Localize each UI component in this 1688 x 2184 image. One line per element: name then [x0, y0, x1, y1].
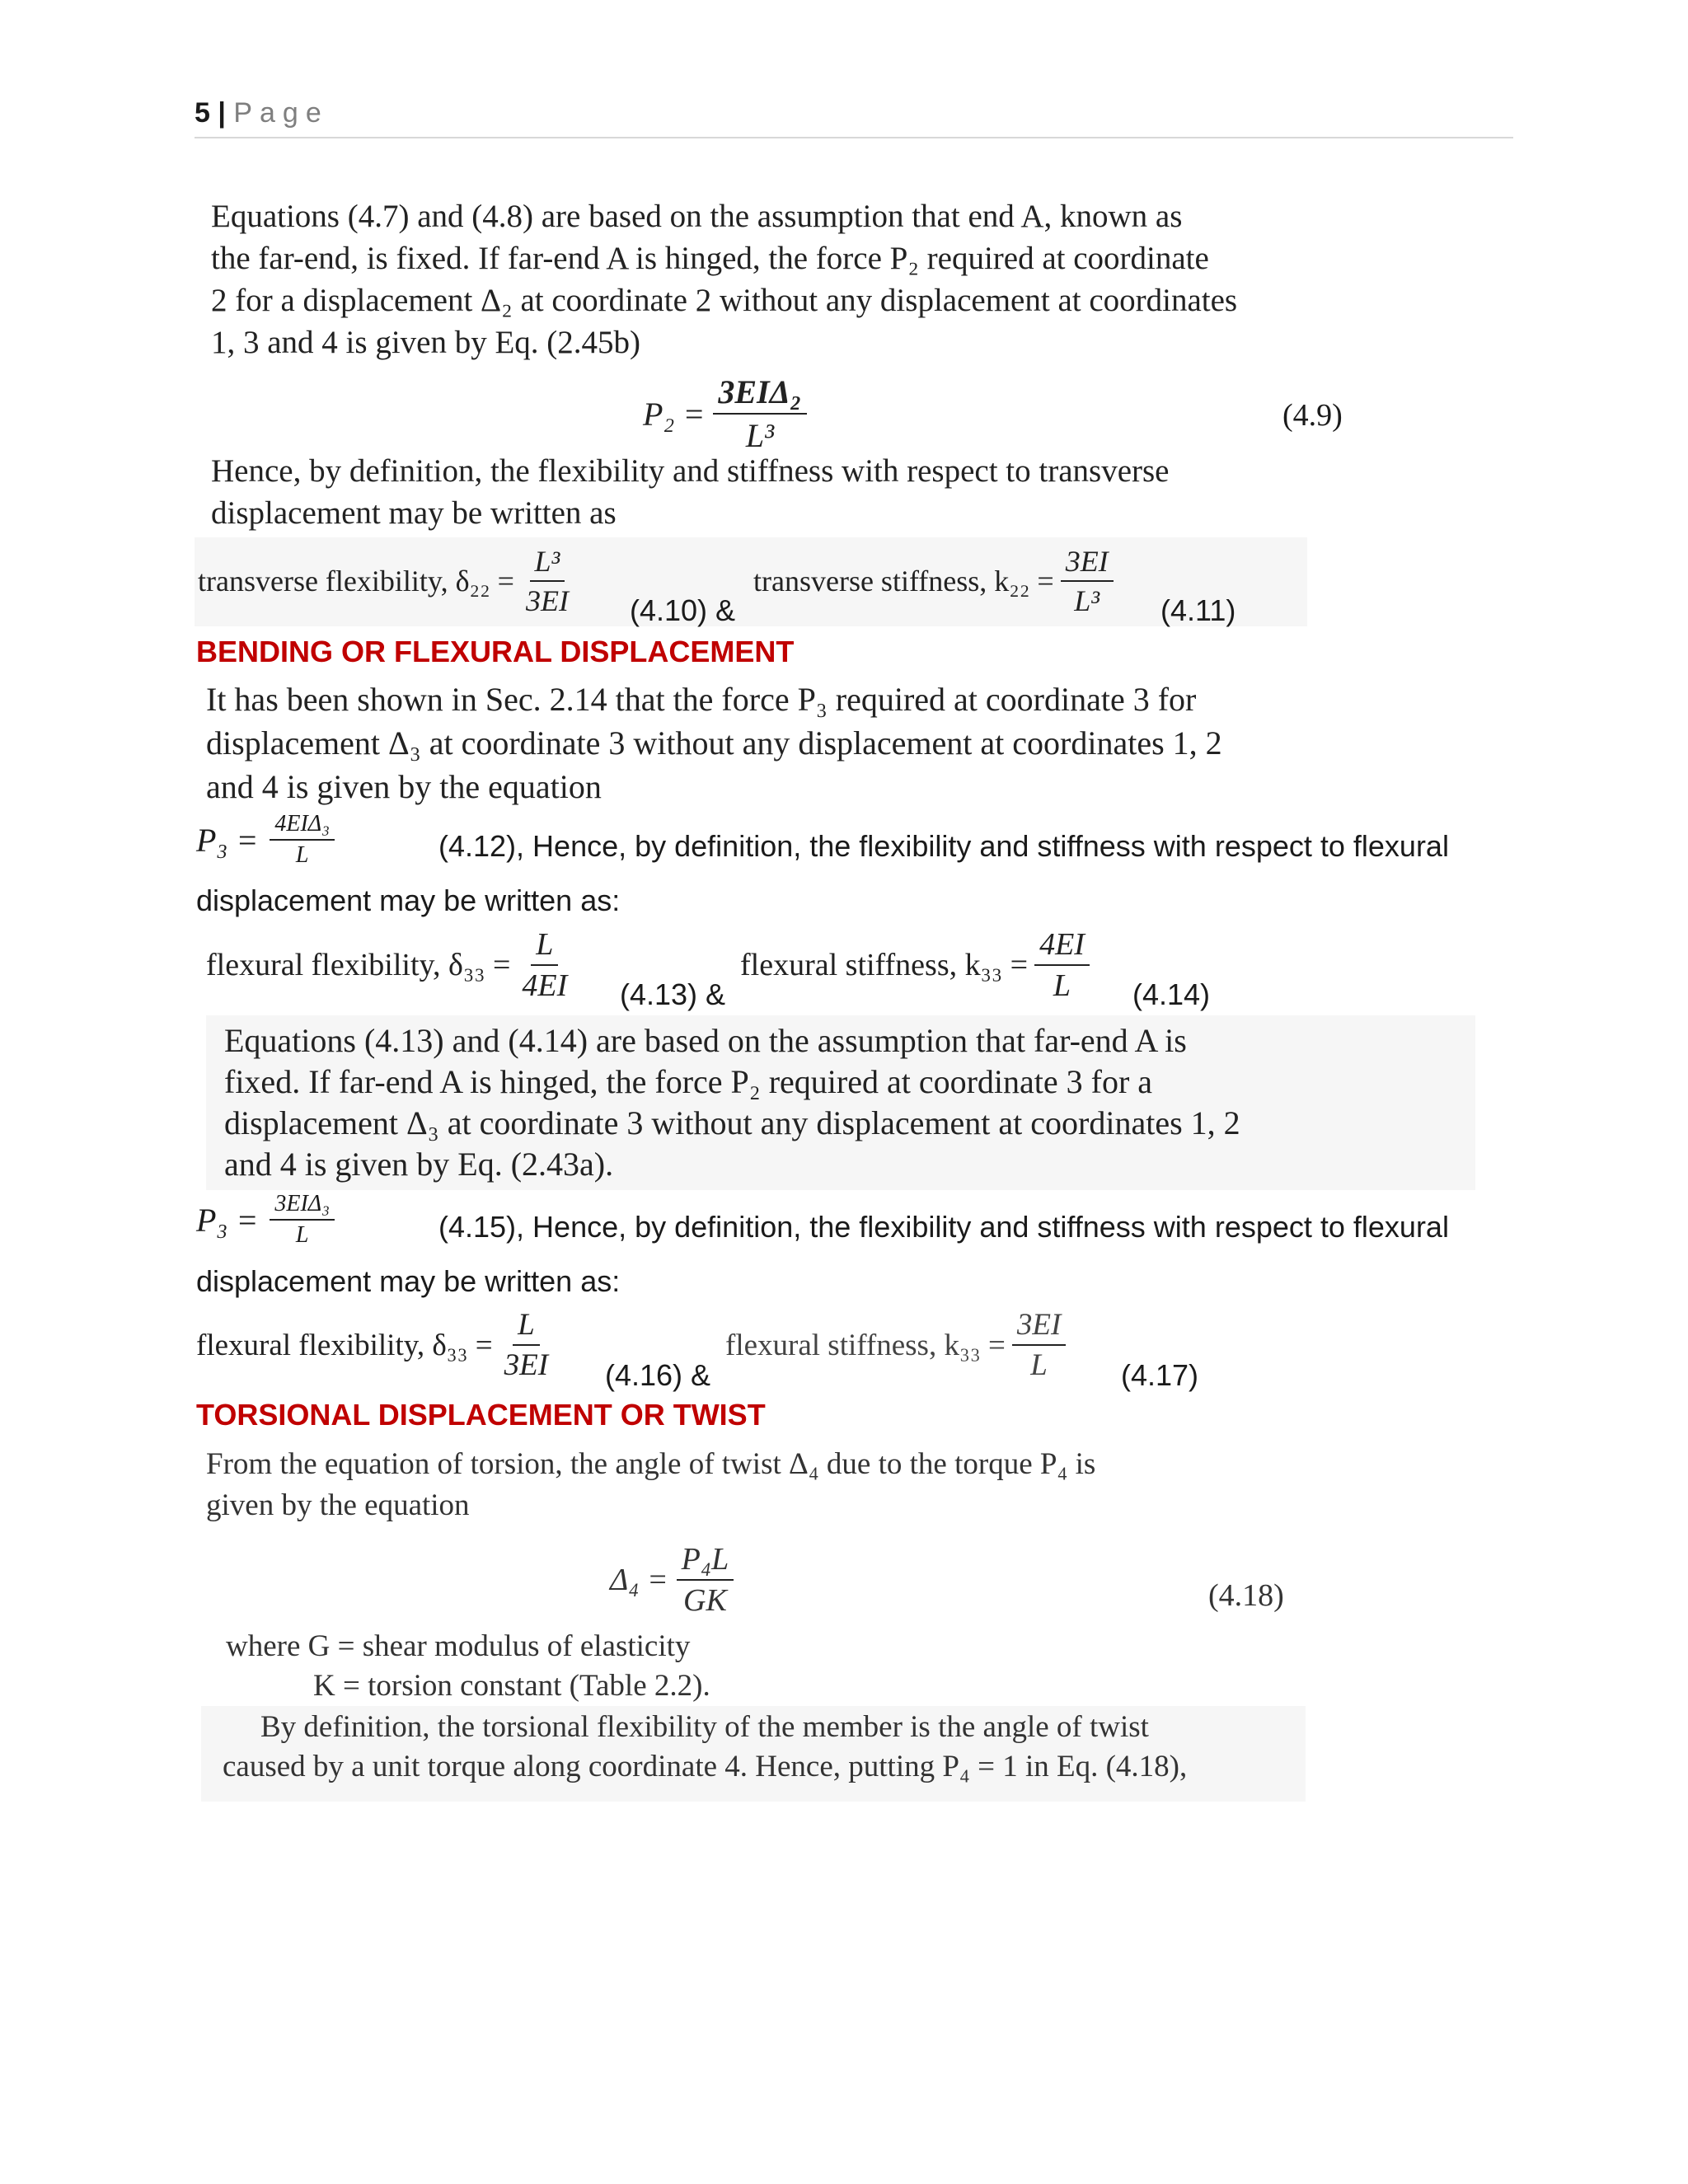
fraction-numerator: L³ [530, 544, 565, 582]
stiffness-fraction [1034, 926, 1090, 1004]
equation-lhs: P₃ = [196, 821, 259, 859]
header-rule [195, 137, 1513, 138]
equation-lhs: Δ₄ = [610, 1563, 668, 1597]
continuation-text: displacement may be written as: [196, 883, 621, 917]
flexibility-fraction [517, 926, 572, 1004]
flexibility-fraction [521, 544, 574, 618]
text-line: It has been shown in Sec. 2.14 that the force P₃ required at coordinate 3 for [206, 681, 1197, 718]
equation-number: (4.18) [1208, 1578, 1284, 1613]
flexibility-label: transverse flexibility, δ₂₂ = [198, 565, 514, 598]
text-line: fixed. If far-end A is hinged, the force P₂ required at coordinate 3 for a [224, 1063, 1153, 1100]
equation-number: (4.13) & [620, 977, 726, 1011]
text-line: and 4 is given by Eq. (2.43a). [224, 1146, 614, 1183]
definition-line-1: By definition, the torsional flexibility of the member is the angle of twist [260, 1710, 1149, 1744]
equation-4-15 [196, 1191, 335, 1249]
equation-fraction [677, 1541, 734, 1619]
text-line: Hence, by definition, the flexibility and stiffness with respect to transverse [211, 453, 1170, 489]
scan-paragraph-4 [206, 1444, 1360, 1526]
equation-4-12 [196, 811, 335, 869]
equation-fraction [270, 1191, 335, 1249]
page-label: Page [233, 97, 329, 129]
fraction-denominator: L [1030, 1348, 1048, 1382]
text-line: displacement Δ₃ at coordinate 3 without any displacement at coordinates 1, 2 [206, 724, 1222, 762]
equation-number: (4.17) [1121, 1358, 1199, 1392]
page-number: 5 [195, 97, 210, 129]
where-line-1: where G = shear modulus of elasticity [226, 1629, 691, 1663]
fraction-numerator: 3EIΔ₃ [270, 1191, 335, 1221]
fraction-numerator: 3EIΔ₂ [713, 373, 806, 415]
text-line: Equations (4.13) and (4.14) are based on the assumption that far-end A is [224, 1022, 1187, 1059]
fraction-denominator: L [1053, 968, 1071, 1003]
text-line: 2 for a displacement Δ₂ at coordinate 2 without any displacement at coordinates [211, 283, 1238, 318]
stiffness-label: transverse stiffness, k₂₂ = [753, 565, 1054, 598]
equation-4-9 [643, 373, 807, 455]
section-heading-bending: BENDING OR FLEXURAL DISPLACEMENT [196, 635, 795, 668]
text-line: Equations (4.7) and (4.8) are based on the assumption that end A, known as [211, 199, 1183, 234]
fraction-numerator: 4EI [1034, 926, 1090, 966]
fraction-denominator: L [295, 842, 309, 868]
flexural-stiffness-2 [725, 1307, 1066, 1383]
flexural-flexibility-2 [196, 1307, 553, 1383]
fraction-denominator: GK [683, 1583, 727, 1618]
stiffness-label: flexural stiffness, k₃₃ = [725, 1328, 1006, 1362]
fraction-numerator: 4EIΔ₃ [270, 811, 335, 841]
equation-number: (4.9) [1282, 398, 1343, 433]
scan-paragraph-3 [224, 1020, 1461, 1185]
text-line: displacement may be written as [211, 495, 617, 531]
scan-paragraph-1 [211, 195, 1365, 363]
equation-fraction [713, 373, 806, 455]
text-line: From the equation of torsion, the angle of twist Δ₄ due to the torque P₄ is [206, 1447, 1096, 1481]
fraction-numerator: P₄L [677, 1541, 734, 1581]
flexibility-label: flexural flexibility, δ₃₃ = [206, 948, 511, 982]
scan-paragraph-1b [211, 450, 1365, 534]
text-line: and 4 is given by the equation [206, 768, 602, 805]
transverse-stiffness [753, 544, 1114, 618]
transverse-flexibility [198, 544, 574, 618]
equation-number: (4.11) [1160, 593, 1236, 627]
flexural-flexibility-1 [206, 926, 572, 1004]
fraction-denominator: 4EI [522, 968, 568, 1003]
equation-number: (4.10) & [630, 593, 736, 627]
flexibility-fraction [499, 1307, 553, 1383]
text-line: the far-end, is fixed. If far-end A is hinged, the force P₂ required at coordinate [211, 241, 1209, 276]
scan-paragraph-2 [206, 677, 1385, 808]
text-line: given by the equation [206, 1488, 470, 1522]
fraction-numerator: 3EI [1012, 1307, 1066, 1346]
fraction-numerator: L [513, 1307, 540, 1346]
text-line: displacement Δ₃ at coordinate 3 without any displacement at coordinates 1, 2 [224, 1104, 1240, 1141]
fraction-numerator: 3EI [1061, 544, 1114, 582]
equation-number: (4.14) [1132, 977, 1211, 1011]
stiffness-fraction [1061, 544, 1114, 618]
fraction-numerator: L [531, 926, 558, 966]
where-line-2: K = torsion constant (Table 2.2). [313, 1669, 710, 1703]
stiffness-fraction [1012, 1307, 1066, 1383]
fraction-denominator: L [295, 1222, 309, 1248]
equation-number: (4.16) & [605, 1358, 711, 1392]
flexibility-label: flexural flexibility, δ₃₃ = [196, 1328, 493, 1362]
fraction-denominator: 3EI [504, 1348, 549, 1382]
equation-4-18 [610, 1541, 734, 1619]
continuation-text: displacement may be written as: [196, 1264, 621, 1298]
equation-text: (4.12), Hence, by definition, the flexibility and stiffness with respect to flexural [438, 829, 1449, 863]
section-heading-torsion: TORSIONAL DISPLACEMENT OR TWIST [196, 1398, 766, 1432]
fraction-denominator: L³ [745, 417, 775, 454]
page-header [195, 97, 329, 129]
flexural-stiffness-1 [740, 926, 1090, 1004]
fraction-denominator: L³ [1074, 584, 1100, 617]
text-line: 1, 3 and 4 is given by Eq. (2.45b) [211, 325, 641, 360]
header-separator: | [218, 97, 226, 129]
equation-text: (4.15), Hence, by definition, the flexibility and stiffness with respect to flexural [438, 1210, 1449, 1244]
equation-lhs: P₃ = [196, 1201, 259, 1239]
equation-lhs: P₂ = [643, 395, 706, 433]
definition-line-2: caused by a unit torque along coordinate 4. Hence, putting P₄ = 1 in Eq. (4.18), [223, 1750, 1188, 1783]
fraction-denominator: 3EI [525, 584, 569, 617]
stiffness-label: flexural stiffness, k₃₃ = [740, 948, 1029, 982]
equation-fraction [270, 811, 335, 869]
